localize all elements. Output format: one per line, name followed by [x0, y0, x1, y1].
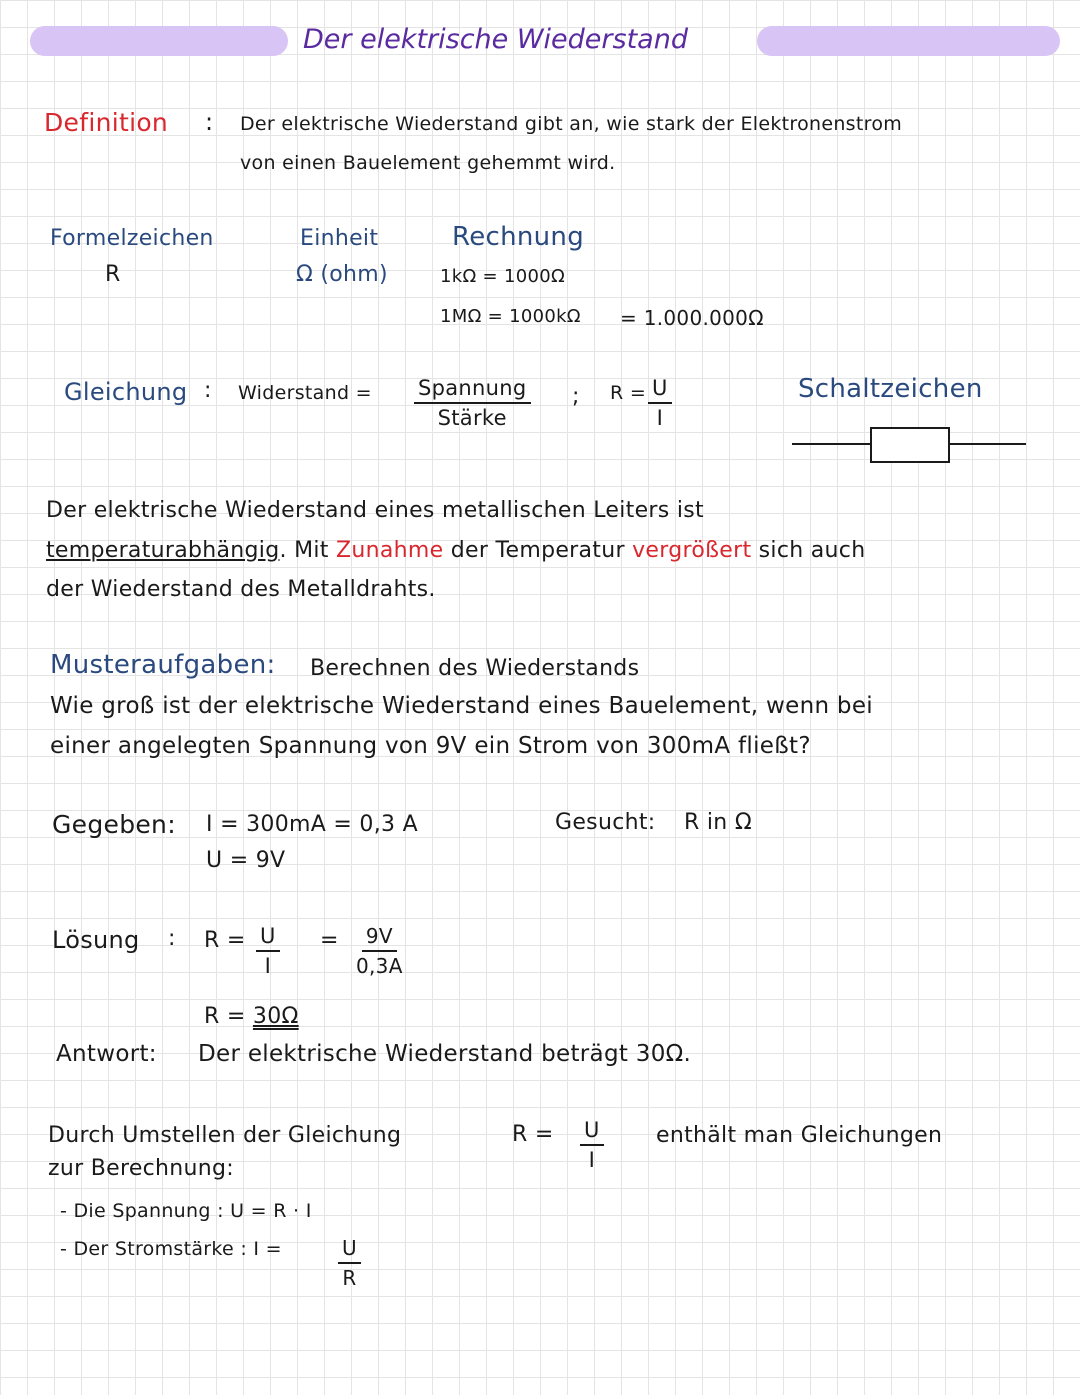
paragraph-temperaturabhaengig: temperaturabhängig — [46, 538, 280, 563]
antwort-text: Der elektrische Wiederstand beträgt 30Ω. — [198, 1041, 692, 1067]
umstellen-r-lhs: R = — [512, 1122, 554, 1147]
loesung-equals: = — [320, 928, 339, 953]
loesung-fraction-1 — [256, 924, 280, 978]
formelzeichen-symbol: R — [105, 262, 121, 287]
loesung-result-value: 30Ω — [252, 1004, 299, 1029]
definition-line1: Der elektrische Wiederstand gibt an, wie stark der Elektronenstrom — [240, 113, 903, 135]
gleichung-r-lhs: R = — [610, 382, 647, 404]
gleichung-denominator: Stärke — [437, 406, 507, 430]
rechnung-line1: 1kΩ = 1000Ω — [440, 266, 566, 287]
rechnung-label: Rechnung — [452, 222, 585, 252]
gesucht-label: Gesucht: — [555, 810, 656, 835]
gegeben-label: Gegeben: — [52, 810, 176, 839]
gegeben-current: I = 300mA = 0,3 A — [206, 812, 418, 837]
loesung-f2-numerator: 9V — [362, 924, 397, 952]
umstellen-item2: - Der Stromstärke : I = — [60, 1238, 282, 1260]
paragraph-line2 — [46, 538, 865, 563]
rechnung-line2b: = 1.000.000Ω — [620, 306, 764, 330]
antwort-label: Antwort: — [56, 1041, 157, 1067]
paragraph-line3: der Wiederstand des Metalldrahts. — [46, 577, 436, 602]
gleichung-r-fraction — [648, 376, 672, 430]
definition-label: Definition — [44, 108, 169, 137]
loesung-label: Lösung — [52, 926, 140, 954]
loesung-fraction-2 — [356, 924, 403, 978]
gleichung-fraction — [414, 376, 531, 430]
gleichung-colon: : — [204, 378, 212, 403]
muster-question-line1: Wie groß ist der elektrische Wiederstand eines Bauelement, wenn bei — [50, 693, 873, 719]
header-pill-left — [30, 26, 288, 56]
loesung-r-lhs: R = — [204, 928, 246, 953]
muster-question-line2: einer angelegten Spannung von 9V ein Strom von 300mA fließt? — [50, 733, 811, 759]
umstellen-denominator: I — [588, 1148, 596, 1172]
definition-line2: von einen Bauelement gehemmt wird. — [240, 152, 616, 174]
resistor-symbol — [870, 427, 950, 463]
muster-label: Musteraufgaben: — [50, 650, 276, 680]
rechnung-line2: 1MΩ = 1000kΩ — [440, 306, 581, 327]
paragraph-vergroessert: vergrößert — [632, 538, 752, 563]
resistor-lead-right — [948, 443, 1026, 445]
umstellen-item2-fraction — [338, 1236, 361, 1290]
umstellen-fraction — [580, 1118, 604, 1172]
page-title: Der elektrische Wiederstand — [303, 24, 688, 55]
paragraph-line1: Der elektrische Wiederstand eines metallischen Leiters ist — [46, 498, 704, 523]
paragraph-text-temperatur: der Temperatur — [450, 538, 625, 563]
paragraph-text-sich-auch: sich auch — [758, 538, 866, 563]
paragraph-zunahme: Zunahme — [336, 538, 444, 563]
loesung-f1-denominator: I — [264, 954, 272, 978]
resistor-lead-left — [792, 443, 872, 445]
umstellen-item2-denominator: R — [342, 1266, 357, 1290]
muster-subtitle: Berechnen des Wiederstands — [310, 656, 640, 681]
umstellen-item1: - Die Spannung : U = R · I — [60, 1200, 312, 1222]
umstellen-item2-numerator: U — [338, 1236, 361, 1264]
header-pill-right — [757, 26, 1060, 56]
schaltzeichen-label: Schaltzeichen — [798, 374, 983, 404]
loesung-result — [204, 1004, 299, 1029]
formelzeichen-label: Formelzeichen — [50, 226, 214, 251]
umstellen-line2: zur Berechnung: — [48, 1156, 234, 1181]
umstellen-text-a: Durch Umstellen der Gleichung — [48, 1123, 402, 1148]
gegeben-voltage: U = 9V — [206, 848, 286, 873]
gleichung-label: Gleichung — [64, 378, 188, 406]
einheit-label: Einheit — [300, 226, 379, 251]
gleichung-numerator: Spannung — [414, 376, 531, 404]
gleichung-r-denominator: I — [656, 406, 664, 430]
loesung-f2-denominator: 0,3A — [356, 954, 403, 978]
umstellen-numerator: U — [580, 1118, 604, 1146]
umstellen-text-b: enthält man Gleichungen — [656, 1123, 943, 1148]
definition-colon: : — [205, 108, 214, 136]
loesung-colon: : — [168, 926, 176, 951]
paragraph-text-mit: . Mit — [279, 538, 329, 563]
loesung-result-lhs: R = — [204, 1004, 246, 1029]
einheit-value: Ω (ohm) — [296, 262, 388, 287]
gesucht-value: R in Ω — [684, 810, 752, 835]
gleichung-lhs: Widerstand = — [238, 382, 372, 404]
gleichung-r-numerator: U — [648, 376, 672, 404]
gleichung-separator: ; — [572, 384, 580, 409]
loesung-f1-numerator: U — [256, 924, 280, 952]
